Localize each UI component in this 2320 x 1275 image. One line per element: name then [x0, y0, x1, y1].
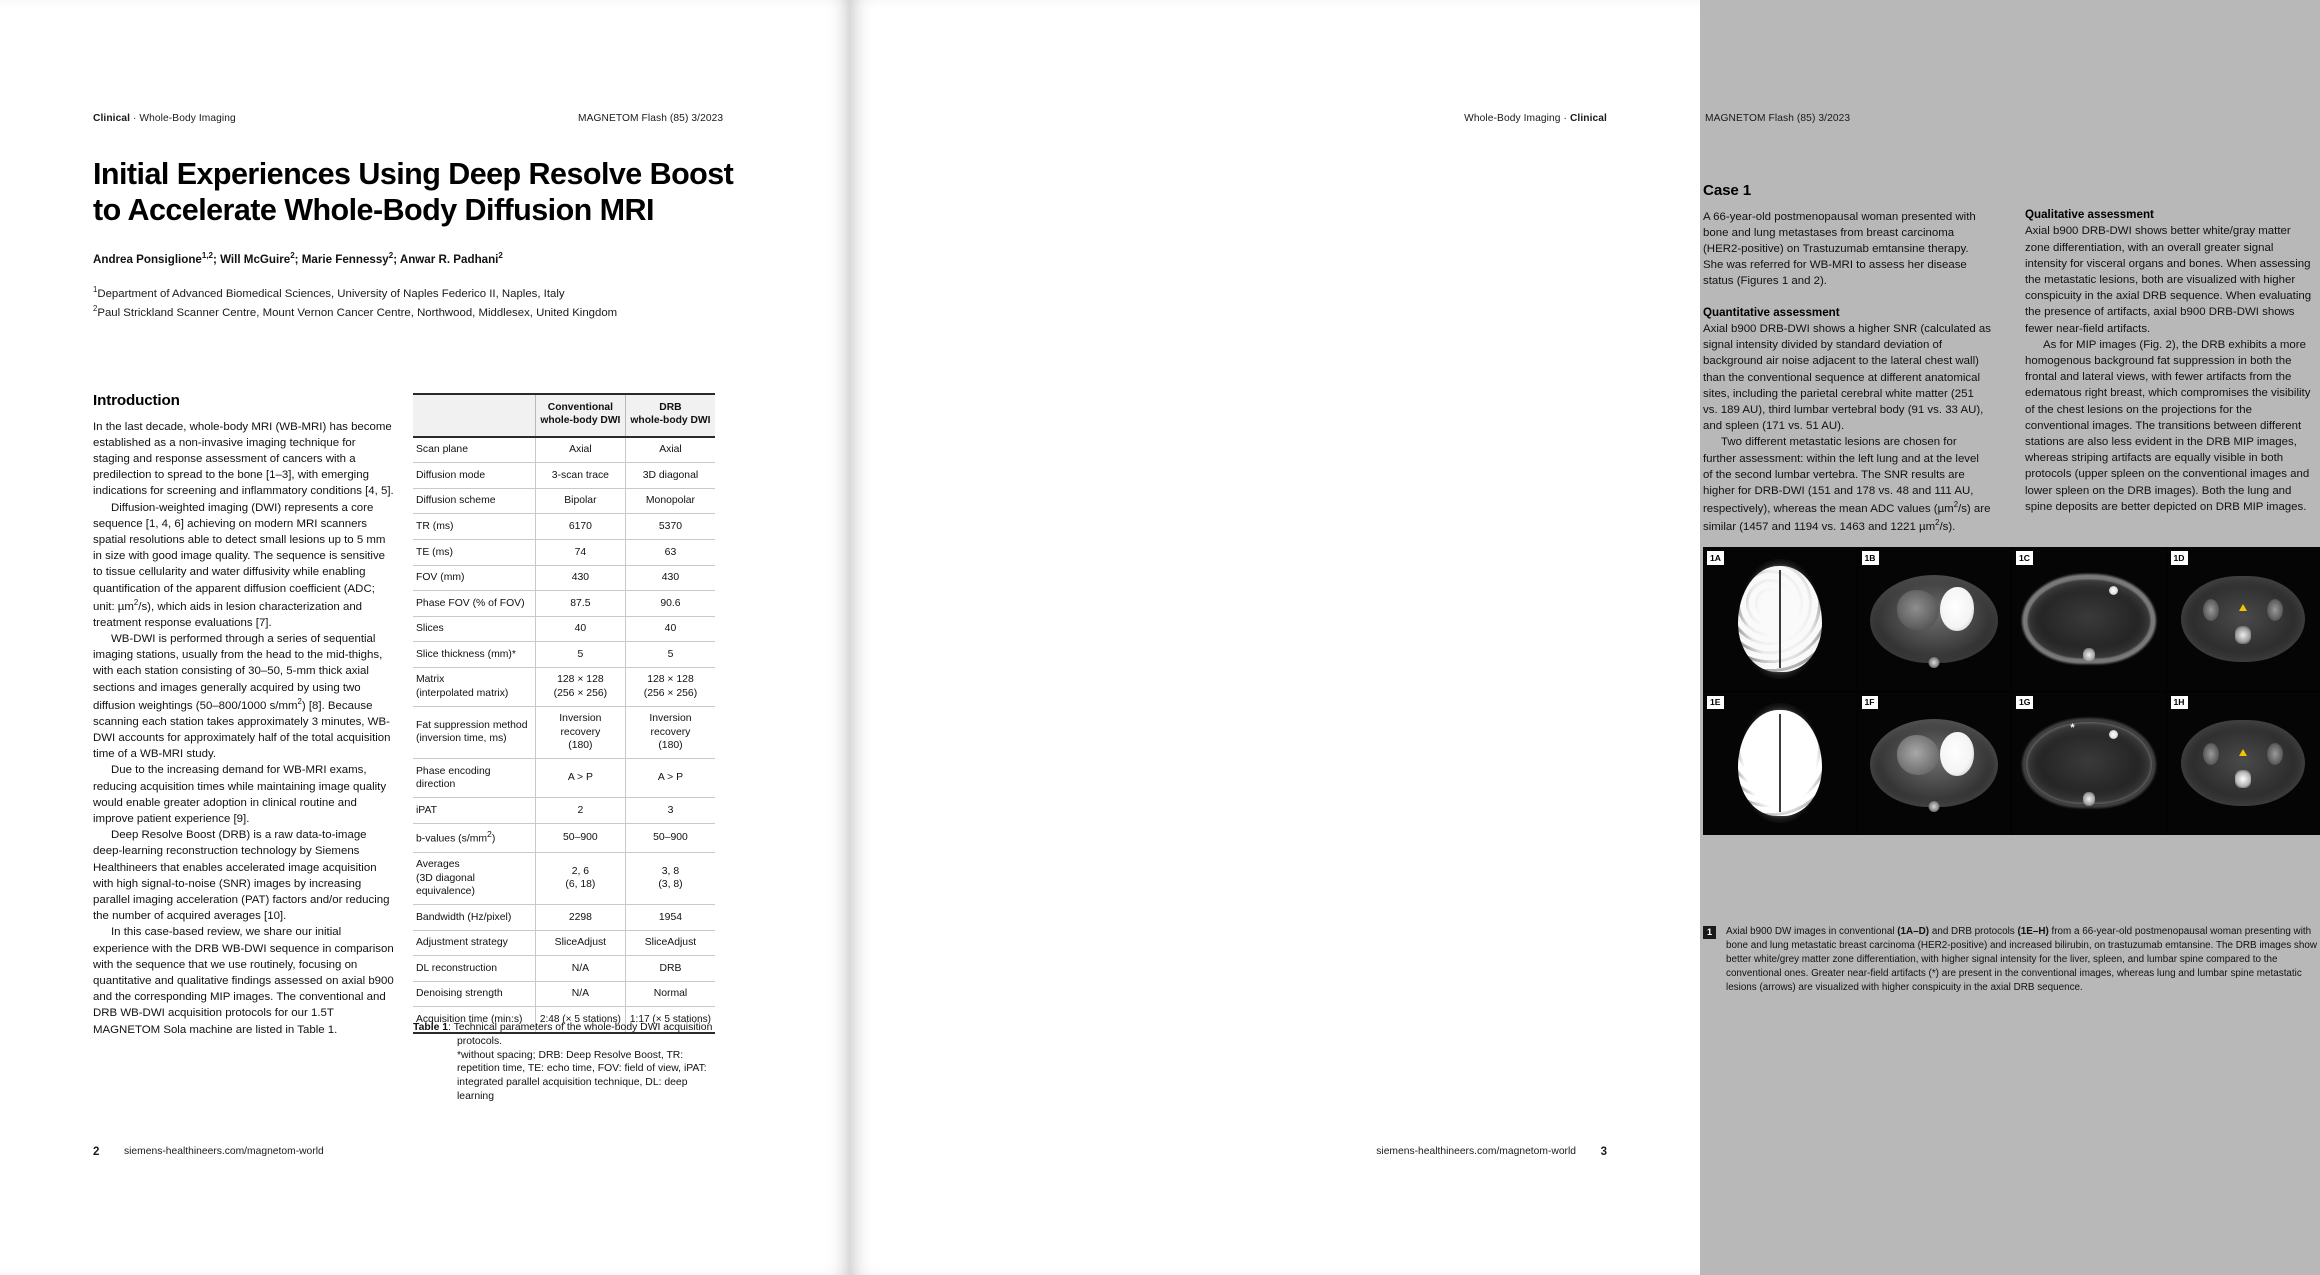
- table-cell-label: Phase FOV (% of FOV): [413, 591, 535, 617]
- table-cell-label: iPAT: [413, 798, 535, 824]
- table-row: [413, 642, 715, 668]
- table-cell-label: TE (ms): [413, 540, 535, 566]
- header-conventional-line1: Conventional: [547, 402, 613, 413]
- case1-paragraph-1: A 66-year-old postmenopausal woman presented with bone and lung metastases from breast carcinoma (HER2-positive) on Trastuzumab emtansine therapy. She was referred for WB-MRI to assess her disease status (Figures 1 and 2).: [1703, 210, 1976, 288]
- interhemispheric-fissure: [1779, 570, 1781, 668]
- case1-heading: Case 1: [1703, 182, 1752, 199]
- author-list: Andrea Ponsiglione$^{1,2}$; Will McGuire$^2$; Marie Fennessy$^2$; Anwar R. Padhani$^2$: [93, 251, 503, 266]
- table-row: [413, 565, 715, 591]
- table-caption: [413, 1021, 715, 1104]
- table-cell-drb: Inversion recovery (180): [625, 706, 715, 759]
- introduction-column: [93, 390, 395, 1038]
- table-cell-conventional: Bipolar: [535, 488, 625, 514]
- panel-label-1g: 1G: [2016, 696, 2033, 710]
- table-cell-label: Diffusion scheme: [413, 488, 535, 514]
- table-cell-conventional: Axial: [535, 437, 625, 463]
- parameters-table-head: [413, 394, 715, 437]
- lumbar-body-outline-drb: [2181, 720, 2305, 806]
- table-cell-drb: DRB: [625, 956, 715, 982]
- spine-region-drb: [1929, 801, 1940, 812]
- table-row: [413, 706, 715, 759]
- table-cell-conventional: 430: [535, 565, 625, 591]
- parameters-table: [413, 393, 715, 1034]
- table-caption-text: : Technical parameters of the whole-body DWI acquisition: [448, 1022, 713, 1033]
- running-head-issue-right: MAGNETOM Flash (85) 3/2023: [1705, 113, 1851, 124]
- table-cell-conventional: SliceAdjust: [535, 930, 625, 956]
- page-number-left: 2: [93, 1146, 100, 1158]
- table-row: [413, 759, 715, 798]
- table-cell-drb: 3D diagonal: [625, 463, 715, 489]
- table-row: [413, 956, 715, 982]
- table-cell-drb: 5: [625, 642, 715, 668]
- page-title: [93, 157, 753, 229]
- introduction-paragraph-4: Due to the increasing demand for WB-MRI exams, reducing acquisition times while maintaining image quality would enable greater adoption in clinical routine and improve patient experience [9].: [93, 764, 387, 825]
- table-row: [413, 540, 715, 566]
- quantitative-assessment-heading: Quantitative assessment: [1703, 305, 1840, 319]
- spleen-region-drb: [1940, 732, 1974, 776]
- page-right: [850, 0, 2317, 1275]
- table-header-conventional: [535, 394, 625, 437]
- mri-panel-1g: [2012, 692, 2166, 836]
- page-number-right: 3: [1600, 1146, 1607, 1158]
- panel-label-1b: 1B: [1862, 551, 1879, 565]
- table-cell-conventional: 2:48 (× 5 stations): [535, 1007, 625, 1033]
- footer-url-right: siemens-healthineers.com/magnetom-world: [1376, 1146, 1576, 1157]
- table-cell-label: Diffusion mode: [413, 463, 535, 489]
- interhemispheric-fissure-drb: [1779, 714, 1781, 812]
- mri-panel-1e: [1703, 692, 1857, 836]
- table-cell-conventional: 6170: [535, 514, 625, 540]
- table-row: [413, 905, 715, 931]
- introduction-heading: Introduction: [93, 392, 180, 409]
- title-line-1: Initial Experiences Using Deep Resolve Boost: [93, 157, 734, 191]
- table-cell-conventional: 87.5: [535, 591, 625, 617]
- table-cell-label: Matrix (interpolated matrix): [413, 667, 535, 706]
- table-caption-note: *without spacing; DRB: Deep Resolve Boost, TR: repetition time, TE: echo time, FOV: field of view, iPAT: integrated parallel acquisition technique, DL: deep learning: [457, 1049, 707, 1103]
- panel-label-1c: 1C: [2016, 551, 2033, 565]
- table-cell-label: b-values $(s/mm^2)$: [413, 823, 535, 852]
- table-cell-drb: Axial: [625, 437, 715, 463]
- lumbar-vertebra-drb: [2235, 770, 2251, 788]
- thoracic-spine: [2083, 648, 2095, 662]
- near-field-artifact-asterisk: *: [2070, 722, 2075, 735]
- table-cell-label: Bandwidth (Hz/pixel): [413, 905, 535, 931]
- qualitative-paragraph-2: As for MIP images (Fig. 2), the DRB exhibits a more homogenous background fat suppression in both the frontal and lateral views, with fewer artifacts from the edematous right breast, which compromises the visibility of the chest lesions on the projections for the conventional images. The transitions between different stations are also less evident in the DRB MIP images, whereas striping artifacts are equally visible in both protocols (upper spleen on the conventional images and lower spleen on the DRB images). Both the lung and spine deposits are better depicted on DRB MIP images.: [2025, 338, 2311, 513]
- table-cell-conventional: 3-scan trace: [535, 463, 625, 489]
- lumbar-image-1h: [2167, 692, 2320, 836]
- mri-panel-1b: [1858, 547, 2012, 691]
- table-cell-drb: A > P: [625, 759, 715, 798]
- lung-lesion: [2109, 586, 2118, 595]
- table-row: [413, 981, 715, 1007]
- table-cell-drb: SliceAdjust: [625, 930, 715, 956]
- table-cell-drb: 5370: [625, 514, 715, 540]
- fig-cap-p1: Axial b900 DW images in conventional: [1726, 926, 1898, 937]
- footer-url-left: siemens-healthineers.com/magnetom-world: [124, 1146, 324, 1157]
- fig-cap-p2: and DRB protocols: [1929, 926, 2018, 937]
- parameters-table-wrap: [413, 393, 715, 1034]
- panel-label-1a: 1A: [1707, 551, 1724, 565]
- table-cell-conventional: 74: [535, 540, 625, 566]
- table-row: [413, 798, 715, 824]
- lesion-arrow-icon-drb: [2239, 749, 2247, 756]
- table-cell-label: Averages (3D diagonal equivalence): [413, 852, 535, 905]
- mri-panel-1c: [2012, 547, 2166, 691]
- header-drb-line2: whole-body DWI: [630, 414, 711, 426]
- table-cell-drb: 3, 8 (3, 8): [625, 852, 715, 905]
- table-cell-conventional: 2: [535, 798, 625, 824]
- table-row: [413, 488, 715, 514]
- chest-image-1c: [2012, 547, 2166, 691]
- kidney-right: [2267, 599, 2283, 621]
- header-conventional-line2: whole-body DWI: [540, 414, 621, 426]
- abdomen-image-1b: [1858, 547, 2012, 691]
- table-cell-conventional: N/A: [535, 981, 625, 1007]
- fig-cap-p3: from a 66-year-old postmenopausal woman presenting with bone and lung metastatic breast carcinoma (HER2-positive) and increased bilirubin, on trastuzumab emtansine. The DRB images show better white/grey matter zone differentiation, with higher signal intensity for the liver, spleen, and lumbar spine compared to the conventional ones. Greater near-field artifacts (*) are present in the conventional images, whereas lung and lumbar spine metastatic lesions (arrows) are visualized with higher conspicuity in the axial DRB sequence.: [1726, 926, 2317, 994]
- table-cell-label: Scan plane: [413, 437, 535, 463]
- table-cell-conventional: 40: [535, 616, 625, 642]
- fig-cap-b1: (1A–D): [1897, 926, 1930, 937]
- table-row: [413, 852, 715, 905]
- table-header-blank: [413, 394, 535, 437]
- qualitative-paragraph-1: Axial b900 DRB-DWI shows better white/gray matter zone differentiation, with an overall greater signal intensity for visceral organs and bones. When assessing the metastatic lesions, both are visualized with higher conspicuity in the axial DRB sequence. When evaluating the presence of artifacts, axial b900 DRB-DWI shows fewer near-field artifacts.: [2025, 225, 2312, 335]
- panel-label-1f: 1F: [1862, 696, 1878, 710]
- mri-panel-1a: [1703, 547, 1857, 691]
- table-row: [413, 437, 715, 463]
- introduction-paragraph-3: WB-DWI is performed through a series of sequential imaging stations, usually from the head to the mid-thighs, with each station consisting of 30–50, 5-mm thick axial sections and images generally acquired by using two diffusion weightings (50–800/1000 $s/mm^2$) [8]. Because scanning each station takes approximately 3 minutes, WB-DWI accounts for approximately half of the total acquisition time of a WB-MRI study.: [93, 632, 391, 761]
- qualitative-assessment-heading: Qualitative assessment: [2025, 208, 2154, 221]
- running-head-left-rest: · Whole-Body Imaging: [130, 113, 236, 124]
- table-cell-drb: 430: [625, 565, 715, 591]
- table-row: [413, 514, 715, 540]
- running-head-right-rest: Whole-Body Imaging ·: [1464, 113, 1570, 124]
- table-caption-cont: protocols.: [457, 1035, 503, 1047]
- mri-panel-1d: [2167, 547, 2320, 691]
- running-head-issue-left: MAGNETOM Flash (85) 3/2023: [578, 113, 724, 124]
- table-row: [413, 823, 715, 852]
- table-row: [413, 667, 715, 706]
- table-header-drb: [625, 394, 715, 437]
- table-cell-drb: 128 × 128 (256 × 256): [625, 667, 715, 706]
- mri-panel-1f: [1858, 692, 2012, 836]
- table-cell-conventional: 2, 6 (6, 18): [535, 852, 625, 905]
- table-cell-conventional: Inversion recovery (180): [535, 706, 625, 759]
- table-cell-conventional: 128 × 128 (256 × 256): [535, 667, 625, 706]
- panel-label-1e: 1E: [1707, 696, 1724, 710]
- table-cell-conventional: 2298: [535, 905, 625, 931]
- quantitative-paragraph-1: Axial b900 DRB-DWI shows a higher SNR (calculated as signal intensity divided by standard deviation of background air noise adjacent to the lateral chest wall) than the conventional sequence at different anatomical sites, including the parietal cerebral white matter (251 vs. 189 AU), third lumbar vertebral body (91 vs. 33 AU), and spleen (171 vs. 51 AU).: [1703, 322, 1991, 433]
- table-cell-drb: 1954: [625, 905, 715, 931]
- table-cell-label: FOV (mm): [413, 565, 535, 591]
- spine-region: [1929, 657, 1940, 668]
- running-head-right: [1464, 113, 1607, 124]
- table-cell-conventional: 5: [535, 642, 625, 668]
- brain-image-1e: [1703, 692, 1857, 836]
- lesion-arrow-icon: [2239, 604, 2247, 611]
- abdomen-image-1f: [1858, 692, 2012, 836]
- table-cell-label: Phase encoding direction: [413, 759, 535, 798]
- table-cell-label: Fat suppression method (inversion time, ms): [413, 706, 535, 759]
- table-cell-drb: 40: [625, 616, 715, 642]
- brain-image-1a: [1703, 547, 1857, 691]
- lumbar-vertebra: [2235, 626, 2251, 644]
- table-cell-conventional: A > P: [535, 759, 625, 798]
- table-cell-drb: 90.6: [625, 591, 715, 617]
- kidney-left: [2203, 599, 2219, 621]
- table-cell-drb: 50–900: [625, 823, 715, 852]
- chest-image-1g: [2012, 692, 2166, 836]
- page-left: [0, 0, 850, 1275]
- table-row: [413, 616, 715, 642]
- introduction-paragraph-6: In this case-based review, we share our initial experience with the DRB WB-DWI sequence in comparison with the sequence that we use routinely, focusing on quantitative and qualitative findings assessed on axial b900 and the corresponding MIP images. The conventional and DRB WB-DWI acquisition protocols for our 1.5T MAGNETOM Sola machine are listed in Table 1.: [93, 926, 394, 1036]
- running-head-left: [93, 113, 236, 124]
- figure-caption-text: [1703, 925, 2320, 995]
- table-cell-drb: Monopolar: [625, 488, 715, 514]
- table-cell-label: Denoising strength: [413, 981, 535, 1007]
- table-cell-conventional: 50–900: [535, 823, 625, 852]
- table-cell-label: Slices: [413, 616, 535, 642]
- introduction-paragraph-1: In the last decade, whole-body MRI (WB-MRI) has become established as a non-invasive imaging technique for staging and response assessment of cancers with a predilection to spread to the bone [1–3], with emerging indications for screening and inflammatory conditions [4, 5].: [93, 420, 394, 498]
- table-header-row: [413, 394, 715, 437]
- case1-column: [1703, 180, 1991, 535]
- table-cell-label: TR (ms): [413, 514, 535, 540]
- table-cell-label: Acquisition time (min:s): [413, 1007, 535, 1033]
- title-line-2: to Accelerate Whole-Body Diffusion MRI: [93, 192, 654, 227]
- table-cell-conventional: N/A: [535, 956, 625, 982]
- spleen-region: [1940, 587, 1974, 631]
- running-head-right-section: Clinical: [1569, 113, 1607, 124]
- qualitative-column: [2025, 207, 2318, 515]
- thoracic-spine-drb: [2083, 792, 2095, 806]
- table-cell-drb: 63: [625, 540, 715, 566]
- affiliation-1: $^1$Department of Advanced Biomedical Sciences, University of Naples Federico II, Naples, Italy: [93, 285, 565, 300]
- quantitative-paragraph-2: Two different metastatic lesions are chosen for further assessment: within the left lung and at the level of the second lumbar vertebra. The SNR results are higher for DRB-DWI (151 and 178 vs. 48 and 111 AU, respectively), whereas the mean ADC values (µm$^2$/s) are similar (1457 and 1194 vs. 1463 and 1221 µm$^2$/s).: [1703, 436, 1991, 533]
- figure-1-image-grid: [1703, 547, 2320, 835]
- table-cell-label: DL reconstruction: [413, 956, 535, 982]
- figure-number-badge: 1: [1703, 926, 1716, 939]
- lumbar-image-1d: [2167, 547, 2320, 691]
- mri-panel-1h: [2167, 692, 2320, 836]
- table-cell-drb: Normal: [625, 981, 715, 1007]
- affiliation-2: $^2$Paul Strickland Scanner Centre, Mount Vernon Cancer Centre, Northwood, Middlesex, United Kingdom: [93, 303, 618, 319]
- affiliations: [93, 284, 753, 321]
- introduction-paragraph-2: Diffusion-weighted imaging (DWI) represents a core sequence [1, 4, 6] achieving on modern MRI scanners spatial resolutions able to detect small lesions up to 5 mm in size with good image quality. The sequence is sensitive to tissue cellularity and water diffusivity while enabling quantification of the apparent diffusion coefficient (ADC; unit: µm$^2$/s), which aids in lesion characterization and treatment response evaluations [7].: [93, 501, 386, 629]
- panel-label-1h: 1H: [2171, 696, 2188, 710]
- table-cell-drb: 3: [625, 798, 715, 824]
- table-cell-drb: 1:17 (× 5 stations): [625, 1007, 715, 1033]
- lumbar-body-outline: [2181, 576, 2305, 662]
- fig-cap-b2: (1E–H): [2017, 926, 2049, 937]
- introduction-paragraph-5: Deep Resolve Boost (DRB) is a raw data-to-image deep-learning reconstruction technology by Siemens Healthineers that enables accelerated image acquisition with high signal-to-noise (SNR) images by increasing parallel imaging acceleration (PAT) factors and/or reducing the number of acquired averages [10].: [93, 829, 390, 923]
- running-head-left-section: Clinical: [93, 113, 131, 124]
- figure-1-caption: [1703, 925, 2320, 995]
- table-cell-label: Adjustment strategy: [413, 930, 535, 956]
- header-drb-line1: DRB: [659, 402, 682, 413]
- liver-region: [1897, 590, 1939, 630]
- table-caption-main: [413, 1021, 715, 1035]
- table-row: [413, 591, 715, 617]
- table-caption-label: Table 1: [413, 1022, 449, 1033]
- panel-label-1d: 1D: [2171, 551, 2188, 565]
- table-row: [413, 463, 715, 489]
- table-row: [413, 930, 715, 956]
- table-cell-label: Slice thickness (mm)*: [413, 642, 535, 668]
- parameters-table-body: [413, 437, 715, 1033]
